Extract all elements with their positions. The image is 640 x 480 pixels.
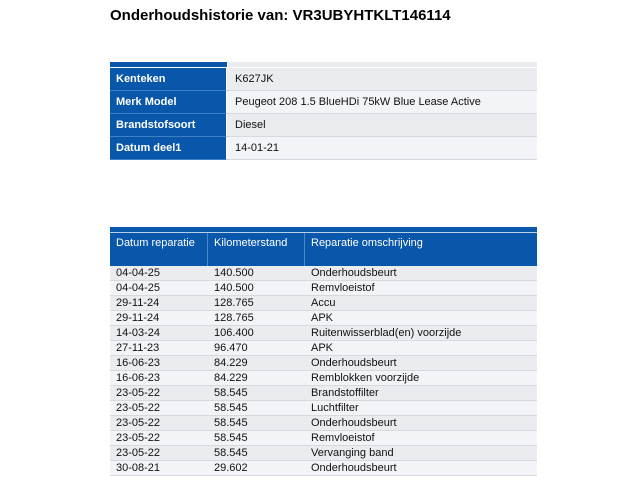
history-row	[110, 326, 537, 341]
history-cell-kilometerstand: 58.545	[208, 386, 305, 401]
history-cell-reparatie-omschrijving: Accu	[305, 296, 537, 311]
history-cell-datum-reparatie: 29-11-24	[110, 296, 208, 311]
history-cell-reparatie-omschrijving: APK	[305, 341, 537, 356]
vehicle-value-cell: Peugeot 208 1.5 BlueHDi 75kW Blue Lease Active	[227, 91, 537, 114]
history-cell-reparatie-omschrijving: Remvloeistof	[305, 281, 537, 296]
history-row	[110, 266, 537, 281]
page-title: Onderhoudshistorie van: VR3UBYHTKLT146114	[110, 7, 451, 24]
history-cell-datum-reparatie: 23-05-22	[110, 446, 208, 461]
history-cell-reparatie-omschrijving: Onderhoudsbeurt	[305, 416, 537, 431]
vehicle-rows	[110, 68, 537, 160]
history-cell-kilometerstand: 140.500	[208, 266, 305, 281]
history-cell-kilometerstand: 106.400	[208, 326, 305, 341]
history-row	[110, 431, 537, 446]
vehicle-value-cell: Diesel	[227, 114, 537, 137]
history-row	[110, 416, 537, 431]
vehicle-row	[110, 68, 537, 91]
history-cell-datum-reparatie: 04-04-25	[110, 266, 208, 281]
history-cell-kilometerstand: 128.765	[208, 311, 305, 326]
history-cell-kilometerstand: 128.765	[208, 296, 305, 311]
history-row	[110, 371, 537, 386]
history-cell-reparatie-omschrijving: Ruitenwisserblad(en) voorzijde	[305, 326, 537, 341]
vehicle-value-cell: K627JK	[227, 68, 537, 91]
history-row	[110, 311, 537, 326]
history-cell-reparatie-omschrijving: Onderhoudsbeurt	[305, 461, 537, 476]
vehicle-value-cell: 14-01-21	[227, 137, 537, 160]
history-cell-kilometerstand: 96.470	[208, 341, 305, 356]
history-cell-reparatie-omschrijving: Brandstoffilter	[305, 386, 537, 401]
history-cell-kilometerstand: 84.229	[208, 371, 305, 386]
history-row	[110, 356, 537, 371]
history-cell-datum-reparatie: 29-11-24	[110, 311, 208, 326]
history-cell-reparatie-omschrijving: APK	[305, 311, 537, 326]
history-row	[110, 296, 537, 311]
history-cell-datum-reparatie: 16-06-23	[110, 356, 208, 371]
history-cell-reparatie-omschrijving: Vervanging band	[305, 446, 537, 461]
history-cell-reparatie-omschrijving: Luchtfilter	[305, 401, 537, 416]
history-cell-datum-reparatie: 23-05-22	[110, 431, 208, 446]
history-cell-reparatie-omschrijving: Onderhoudsbeurt	[305, 266, 537, 281]
history-header-cell: Reparatie omschrijving	[311, 237, 423, 249]
repair-history-table	[110, 227, 537, 476]
history-header-cell: Kilometerstand	[208, 233, 305, 266]
vehicle-label-cell: Kenteken	[110, 68, 227, 91]
history-row	[110, 446, 537, 461]
history-cell-datum-reparatie: 23-05-22	[110, 401, 208, 416]
vehicle-table-top-border-label	[110, 62, 228, 67]
vehicle-row	[110, 91, 537, 114]
history-cell-datum-reparatie: 23-05-22	[110, 416, 208, 431]
vehicle-label-cell: Brandstofsoort	[110, 114, 227, 137]
vehicle-row	[110, 114, 537, 137]
history-cell-reparatie-omschrijving: Onderhoudsbeurt	[305, 356, 537, 371]
history-cell-kilometerstand: 58.545	[208, 416, 305, 431]
history-cell-datum-reparatie: 16-06-23	[110, 371, 208, 386]
vehicle-label-cell: Datum deel1	[110, 137, 227, 160]
history-row	[110, 386, 537, 401]
history-rows	[110, 266, 537, 476]
history-row	[110, 401, 537, 416]
history-row	[110, 461, 537, 476]
history-header-row	[110, 233, 537, 266]
history-cell-datum-reparatie: 14-03-24	[110, 326, 208, 341]
history-cell-reparatie-omschrijving: Remvloeistof	[305, 431, 537, 446]
history-cell-datum-reparatie: 23-05-22	[110, 386, 208, 401]
history-cell-kilometerstand: 29.602	[208, 461, 305, 476]
history-cell-kilometerstand: 58.545	[208, 431, 305, 446]
history-cell-kilometerstand: 58.545	[208, 446, 305, 461]
history-cell-kilometerstand: 140.500	[208, 281, 305, 296]
vehicle-table-top-border-value	[228, 62, 537, 67]
history-row	[110, 341, 537, 356]
history-header-cell: Datum reparatie	[110, 233, 208, 266]
history-cell-reparatie-omschrijving: Remblokken voorzijde	[305, 371, 537, 386]
history-cell-kilometerstand: 58.545	[208, 401, 305, 416]
history-cell-datum-reparatie: 04-04-25	[110, 281, 208, 296]
history-cell-datum-reparatie: 27-11-23	[110, 341, 208, 356]
vehicle-label-cell: Merk Model	[110, 91, 227, 114]
history-cell-kilometerstand: 84.229	[208, 356, 305, 371]
vehicle-row	[110, 137, 537, 160]
history-row	[110, 281, 537, 296]
history-cell-datum-reparatie: 30-08-21	[110, 461, 208, 476]
vehicle-info-table	[110, 62, 537, 160]
